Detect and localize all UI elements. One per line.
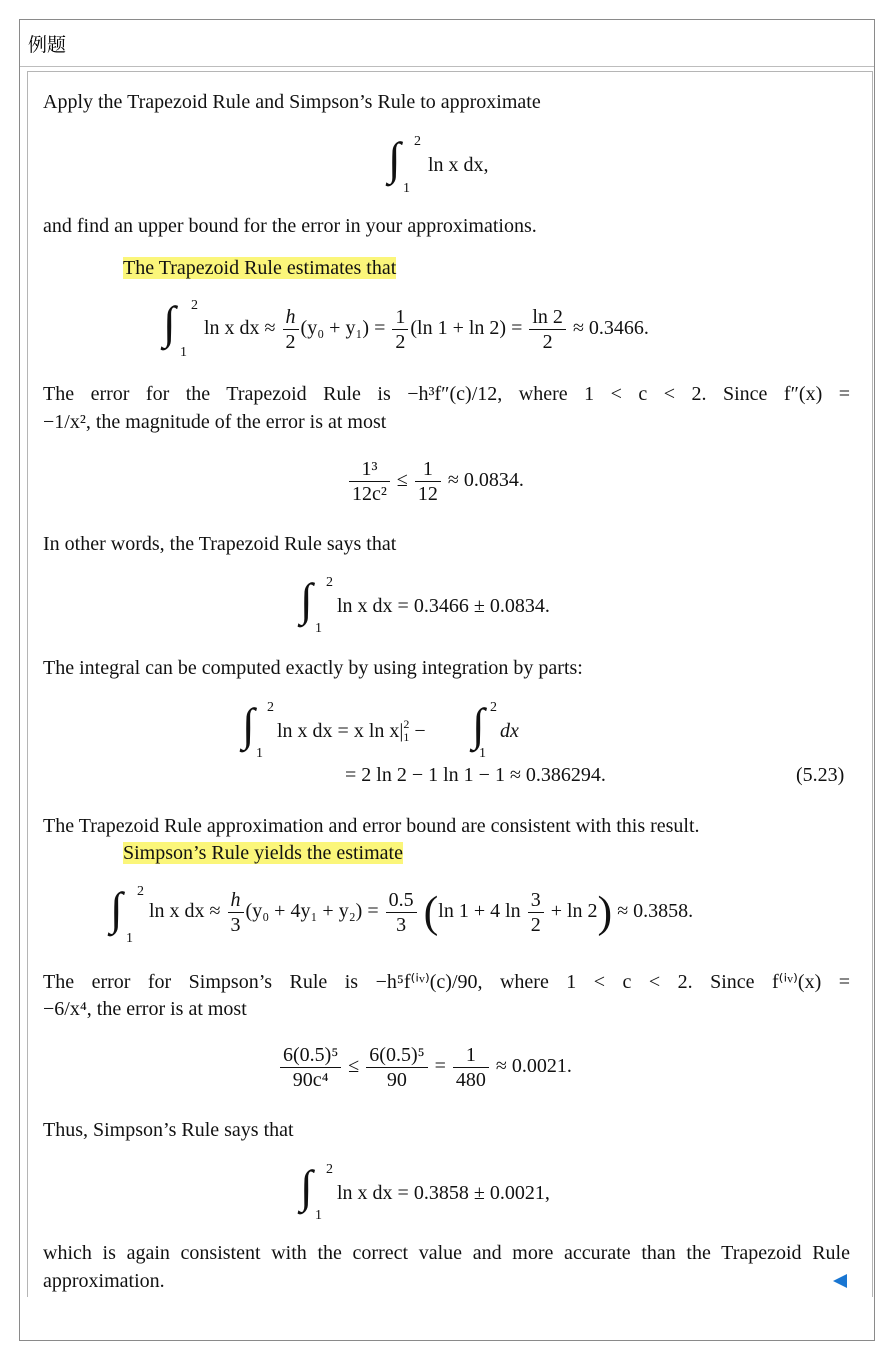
exact-line2: = 2 ln 2 − 1 ln 1 − 1 ≈ 0.386294. (345, 764, 606, 786)
upper-limit: 2 (191, 298, 198, 313)
simpson-heading: Simpson’s Rule yields the estimate (123, 842, 403, 864)
simpson-says-equation: ln x dx = 0.3858 ± 0.0021, (337, 1182, 550, 1204)
exact-line1: ln x dx = x $\ln x|^2_1$ − (277, 717, 426, 744)
integral-sign: ∫ (242, 699, 255, 750)
upper-limit: 2 (267, 700, 274, 715)
upper-limit: 2 (326, 575, 333, 590)
simpson-error-line1: The error for Simpson’s Rule is −h⁵f⁽ⁱᵛ⁾(c)/90, where 1 < c < 2. Since f⁽ⁱᵛ⁾(x) = (43, 971, 850, 993)
title-divider (20, 66, 874, 67)
trapezoid-error-line2: −1/x², the magnitude of the error is at most (43, 411, 387, 433)
trapezoid-equation: ln x dx ≈ $\frac{h}{2}$ (y₀ + y₁) = $\frac{1}{2}$ (ln 1 + ln 2) = $\frac{\ln 2}{2}$ ≈ 0.3466. (204, 306, 649, 353)
lower-limit: 1 (315, 621, 322, 636)
lower-limit: 1 (180, 345, 187, 360)
consistent-text: The Trapezoid Rule approximation and error bound are consistent with this result. (43, 815, 700, 837)
simpson-equation: ln x dx ≈ $\frac{h}{3}$ (y₀ + 4y₁ + y₂) = $\frac{0.5}{3}$ (ln 1 + 4 ln $\frac{3}{2}$ + ln 2) ≈ 0.3858. (149, 887, 694, 937)
integral-sign: ∫ (163, 297, 176, 348)
lower-limit: 1 (479, 746, 486, 761)
closing-line1: which is again consistent with the correct value and more accurate than the Trapezoid Rule (43, 1242, 850, 1264)
trapezoid-bound: $\frac{\text{1³}}{\text{12c²}}$ ≤ $\frac{1}{12}$ ≈ 0.0834. (347, 457, 524, 506)
trapezoid-says-equation: ln x dx = 0.3466 ± 0.0834. (337, 595, 550, 617)
integral-sign: ∫ (110, 883, 123, 934)
upper-limit: 2 (137, 884, 144, 899)
problem-intro: Apply the Trapezoid Rule and Simpson’s Rule to approximate (43, 91, 541, 113)
trapezoid-error-line1: The error for the Trapezoid Rule is −h³f″(c)/12, where 1 < c < 2. Since f″(x) = (43, 383, 850, 405)
lower-limit: 1 (256, 746, 263, 761)
upper-limit: 2 (490, 700, 497, 715)
equation-number: (5.23) (796, 764, 845, 786)
simpson-bound: $\frac{\text{6(0.5)⁵}}{\text{90c⁴}}$ ≤ $\frac{\text{6(0.5)⁵}}{90}$ = $\frac{1}{480}$ ≈ 0.0021. (278, 1043, 572, 1092)
simpson-error-line2: −6/x⁴, the error is at most (43, 998, 247, 1020)
integral-sign: ∫ (472, 699, 485, 750)
closing-line2: approximation. (43, 1270, 165, 1292)
problem-integrand: ln x dx, (428, 154, 489, 176)
exact-dx: dx (500, 720, 519, 742)
integral-sign: ∫ (388, 133, 401, 184)
upper-limit: 2 (326, 1162, 333, 1177)
lower-limit: 1 (126, 931, 133, 946)
integral-sign: ∫ (300, 1161, 313, 1212)
example-content-box (27, 71, 873, 1297)
thus-text: Thus, Simpson’s Rule says that (43, 1119, 294, 1141)
other-words: In other words, the Trapezoid Rule says that (43, 533, 397, 555)
integral-sign: ∫ (300, 574, 313, 625)
trapezoid-heading: The Trapezoid Rule estimates that (123, 257, 397, 279)
lower-limit: 1 (315, 1208, 322, 1223)
end-of-example-marker-icon (833, 1274, 847, 1288)
exact-intro: The integral can be computed exactly by using integration by parts: (43, 657, 583, 679)
lower-limit: 1 (403, 181, 410, 196)
upper-limit: 2 (414, 134, 421, 149)
page-title: 例题 (28, 34, 67, 56)
problem-tail: and find an upper bound for the error in your approximations. (43, 215, 537, 237)
